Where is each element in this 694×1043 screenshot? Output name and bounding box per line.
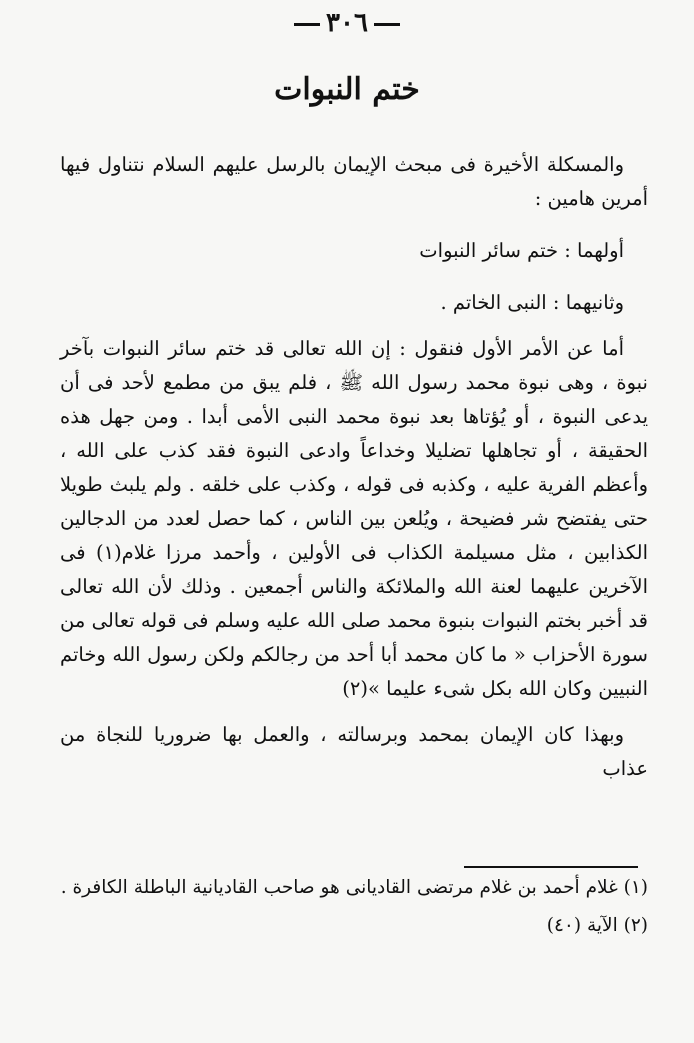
footnote-2: (٢) الآية (٤٠) bbox=[546, 915, 648, 936]
footnote-1: (١) غلام أحمد بن غلام مرتضى القاديانى هو صاحب القاديانية الباطلة الكافرة . bbox=[60, 877, 648, 898]
footnotes bbox=[60, 872, 648, 942]
dash-left bbox=[294, 23, 320, 26]
page-number-header bbox=[0, 8, 694, 38]
closing-paragraph: وبهذا كان الإيمان بمحمد وبرسالته ، والعمل بها ضروريا للنجاة من عذاب bbox=[60, 723, 648, 780]
item-second: وثانيهما : النبى الخاتم . bbox=[440, 291, 624, 314]
dash-right bbox=[374, 23, 400, 26]
intro-paragraph: والمسكلة الأخيرة فى مبحث الإيمان بالرسل عليهم السلام نتناول فيها أمرين هامين : bbox=[60, 153, 648, 210]
page-title: ختم النبوات bbox=[274, 72, 420, 107]
footnote-separator bbox=[464, 866, 638, 868]
page-number: ٣٠٦ bbox=[326, 8, 368, 38]
main-paragraph: أما عن الأمر الأول فنقول : إن الله تعالى قد ختم سائر النبوات بآخر نبوة ، وهى نبوة محمد رسول الله ﷺ ، فلم يبق من مطمع لأحد فى أن يدعى النبوة ، أو يُؤتاها بعد نبوة محمد النبى الأمى أبدا . ومن جهل هذه الحقيقة ، أو تجاهلها تضليلا وخداعاً وادعى النبوة فقد كذب على الله ، وأعظم الفرية عليه ، وكذبه فى قوله ، وكذب على خلقه . ولم يلبث طويلا حتى يفتضح شر فضيحة ، ويُلعن بين الناس ، كما حصل لعدد من الدجالين الكذابين ، مثل مسيلمة الكذاب فى الأولين ، وأحمد مرزا غلام(١) فى الآخرين عليهما لعنة الله والملائكة والناس أجمعين . وذلك لأن الله تعالى قد أخبر بختم النبوات بنبوة محمد صلى الله عليه وسلم فى قوله تعالى من سورة الأحزاب « ما كان محمد أبا أحد من رجالكم ولكن رسول الله وخاتم النبيين وكان الله بكل شىء عليما »(٢) bbox=[60, 337, 648, 700]
body-text bbox=[60, 148, 648, 786]
item-first: أولهما : ختم سائر النبوات bbox=[419, 239, 624, 262]
